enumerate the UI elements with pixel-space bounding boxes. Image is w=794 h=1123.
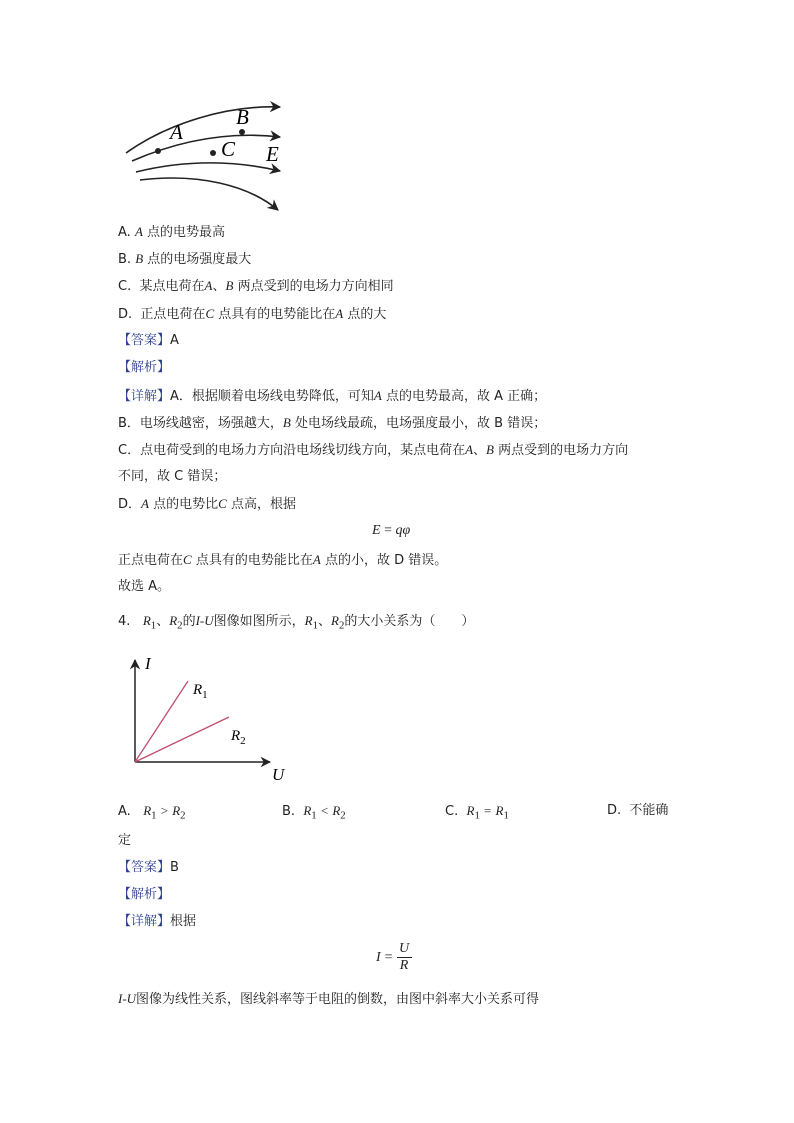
- q3-option-a: A. A 点的电势最高: [118, 224, 226, 240]
- label-c: C: [221, 137, 236, 161]
- q3-option-b: B. B 点的电场强度最大: [118, 251, 252, 267]
- field-line-4: [140, 178, 278, 210]
- q3-answer: 【答案】A: [118, 333, 179, 348]
- q3-analysis-heading: 【解析】: [118, 360, 171, 375]
- field-line-1: [126, 107, 280, 153]
- q3-explanation-d: D．A 点的电势比C 点高，根据: [118, 496, 296, 512]
- q4-formula: I = U R: [376, 941, 412, 974]
- label-a: A: [170, 120, 183, 144]
- label-e: E: [266, 142, 279, 166]
- q4-answer: 【答案】B: [118, 860, 179, 875]
- q4-analysis-heading: 【解析】: [118, 887, 171, 902]
- point-a-dot: [155, 148, 161, 154]
- q4-option-c: C. $R_1 = R_1$: [445, 803, 509, 822]
- q3-explanation-c-cont: 不同，故 C 错误；: [118, 469, 227, 484]
- q4-option-a: A. $R_1 > R_2$: [118, 803, 186, 822]
- field-line-3: [136, 163, 280, 172]
- q4-option-d-wrap: 定: [118, 833, 132, 848]
- q4-last-line: I-U图像为线性关系，图线斜率等于电阻的倒数，由图中斜率大小关系可得: [118, 991, 540, 1007]
- q3-explanation-d-cont: 正点电荷在C 点具有的电势能比在A 点的小，故 D 错误。: [118, 552, 448, 568]
- point-b-dot: [239, 129, 245, 135]
- point-c-dot: [210, 150, 216, 156]
- q4-option-b: B. $R_1 < R_2$: [282, 803, 346, 822]
- field-line-2: [132, 135, 280, 161]
- axis-y-label: I: [145, 654, 151, 673]
- q4-option-d: D. 不能确: [607, 803, 669, 818]
- q3-explanation-a: 【详解】A．根据顺着电场线电势降低，可知A 点的电势最高，故 A 正确；: [118, 388, 547, 404]
- r2-label: $R_2$: [231, 728, 246, 747]
- electric-field-figure: [118, 95, 298, 220]
- q3-option-d: D. 正点电荷在C 点具有的电势能比在A 点的大: [118, 306, 387, 322]
- q3-explanation-c: C．点电荷受到的电场力方向沿电场线切线方向，某点电荷在A、B 两点受到的电场力方向: [118, 442, 629, 458]
- label-b: B: [236, 105, 249, 129]
- q4-stem: 4. $R_1$、$R_2$的I-U图像如图所示，$R_1$、$R_2$的大小关系为（ ）: [118, 613, 475, 632]
- iu-graph-figure: [118, 650, 298, 785]
- q3-conclusion: 故选 A。: [118, 579, 171, 594]
- q3-formula: E = qφ: [372, 523, 411, 538]
- axis-x-label: U: [272, 765, 285, 784]
- q4-detail: 【详解】根据: [118, 914, 197, 929]
- q3-explanation-b: B．电场线越密，场强越大，B 处电场线最疏，电场强度最小，故 B 错误；: [118, 415, 547, 431]
- r1-label: $R_1$: [193, 682, 208, 701]
- q3-option-c: C. 某点电荷在A、B 两点受到的电场力方向相同: [118, 278, 394, 294]
